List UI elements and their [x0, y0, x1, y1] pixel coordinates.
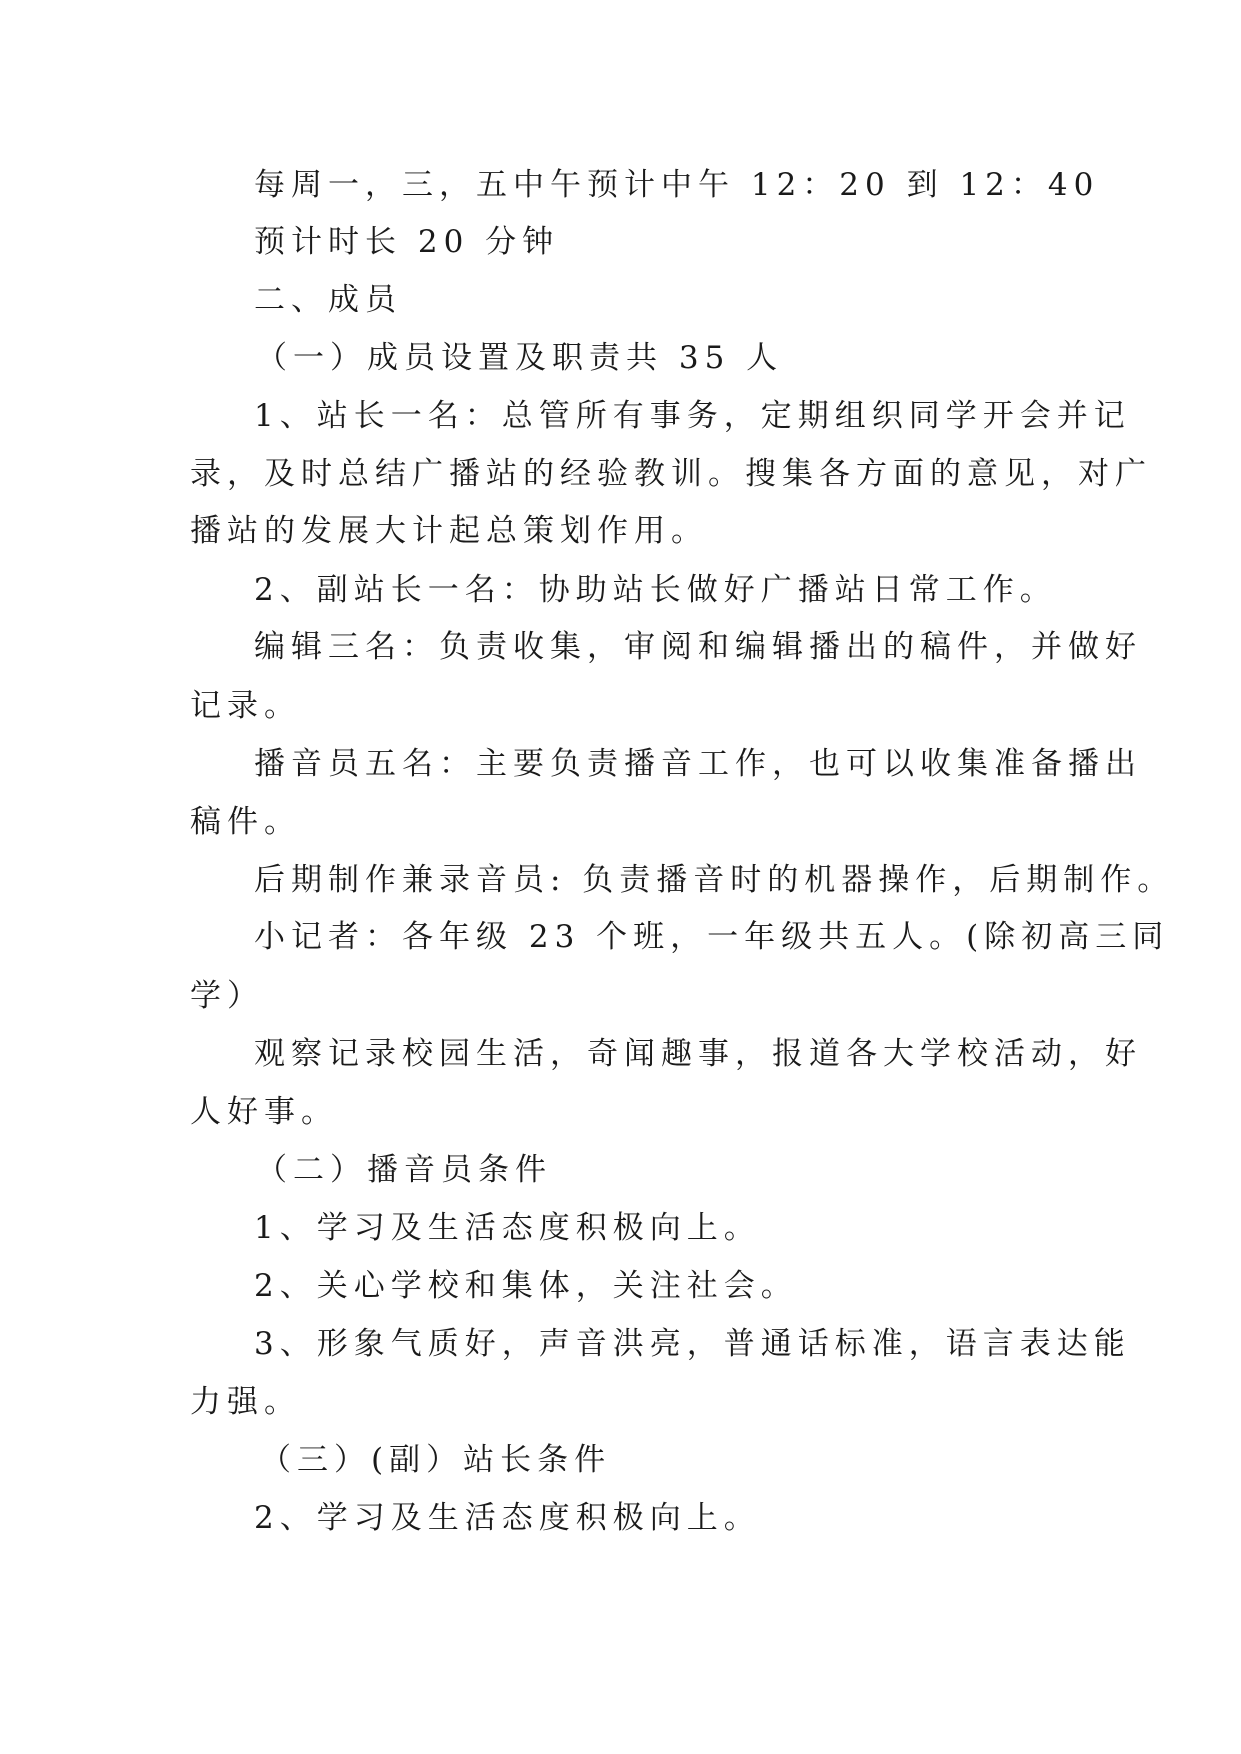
paragraph-line: 2、副站长一名：协助站长做好广播站日常工作。 — [254, 572, 1057, 608]
paragraph-line: 力强。 — [190, 1384, 301, 1420]
subsection-heading-roles: （一）成员设置及职责共 35 人 — [256, 340, 784, 376]
paragraph-line: 观察记录校园生活，奇闻趣事，报道各大学校活动，好 — [254, 1036, 1142, 1072]
duration-line: 预计时长 20 分钟 — [254, 224, 560, 260]
paragraph-line: 小记者：各年级 23 个班，一年级共五人。(除初高三同 — [254, 919, 1170, 955]
paragraph-line: 后期制作兼录音员: 负责播音时的机器操作，后期制作。 — [254, 862, 1175, 898]
subsection-heading-announcer: （二）播音员条件 — [256, 1152, 552, 1188]
paragraph-line: 2、学习及生活态度积极向上。 — [254, 1500, 761, 1536]
paragraph-line: 录，及时总结广播站的经验教训。搜集各方面的意见，对广 — [190, 456, 1152, 492]
paragraph-line: 播音员五名：主要负责播音工作，也可以收集准备播出 — [254, 746, 1142, 782]
subsection-heading-station-chief: （三）(副）站长条件 — [260, 1442, 612, 1478]
paragraph-line: 2、关心学校和集体，关注社会。 — [254, 1268, 798, 1304]
paragraph-line: 播站的发展大计起总策划作用。 — [190, 513, 708, 549]
paragraph-line: 1、学习及生活态度积极向上。 — [254, 1210, 761, 1246]
paragraph-line: 人好事。 — [190, 1094, 338, 1130]
paragraph-line: 记录。 — [190, 688, 301, 724]
paragraph-line: 稿件。 — [190, 804, 301, 840]
paragraph-line: 1、站长一名：总管所有事务，定期组织同学开会并记 — [254, 398, 1131, 434]
paragraph-line: 编辑三名：负责收集，审阅和编辑播出的稿件，并做好 — [254, 629, 1142, 665]
section-heading-members: 二、成员 — [254, 282, 402, 318]
paragraph-line: 学） — [190, 978, 264, 1014]
schedule-line: 每周一，三，五中午预计中午 12：20 到 12：40 — [254, 167, 1100, 203]
paragraph-line: 3、形象气质好，声音洪亮，普通话标准，语言表达能 — [254, 1326, 1131, 1362]
